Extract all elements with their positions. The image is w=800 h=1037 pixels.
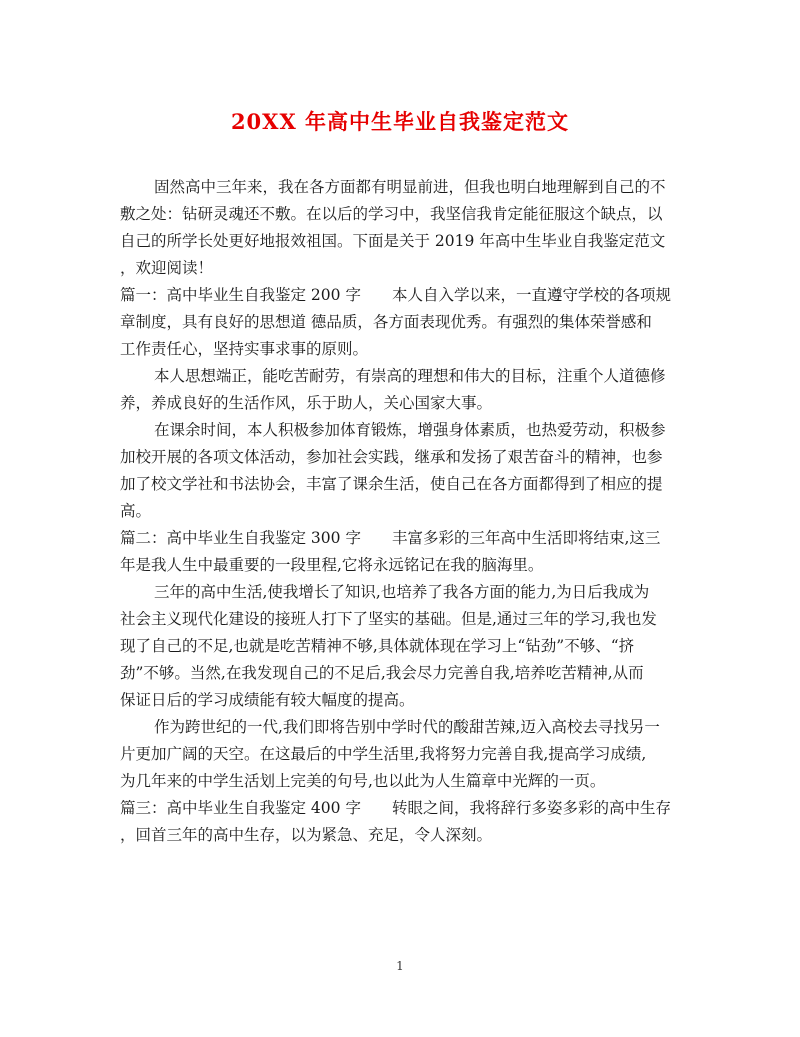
text-line: 片更加广阔的天空。在这最后的中学生活里,我将努力完善自我,提高学习成绩, bbox=[120, 745, 647, 763]
text-line: 三年的高中生活,使我增长了知识,也培养了我各方面的能力,为日后我成为 bbox=[154, 583, 650, 601]
text-line: 敷之处：钻研灵魂还不敷。在以后的学习中，我坚信我肯定能征服这个缺点，以 bbox=[120, 205, 663, 223]
text-line: 为几年来的中学生活划上完美的句号,也以此为人生篇章中光辉的一页。 bbox=[120, 772, 606, 790]
text-line: 养，养成良好的生活作风，乐于助人，关心国家大事。 bbox=[120, 394, 493, 412]
text-line: 章制度，具有良好的思想道 德品质，各方面表现优秀。有强烈的集体荣誉感和 bbox=[120, 313, 652, 331]
text-line: 年是我人生中最重要的一段里程,它将永远铭记在我的脑海里。 bbox=[120, 556, 544, 574]
text-line: 固然高中三年来，我在各方面都有明显前进，但我也明白地理解到自己的不 bbox=[154, 178, 666, 196]
text-line: 作为跨世纪的一代,我们即将告别中学时代的酸甜苦辣,迈入高校去寻找另一 bbox=[154, 718, 660, 736]
text-line: 加了校文学社和书法协会，丰富了课余生活，使自己在各方面都得到了相应的提 bbox=[120, 475, 663, 493]
text-line: ，回首三年的高中生存，以为紧急、充足，令人深刻。 bbox=[120, 826, 493, 844]
text-line: 本人思想端正，能吃苦耐劳，有崇高的理想和伟大的目标，注重个人道德修 bbox=[154, 367, 666, 385]
document-body bbox=[120, 174, 680, 849]
text-line: 工作责任心，坚持实事求事的原则。 bbox=[120, 340, 369, 358]
text-line: 高。 bbox=[120, 502, 152, 520]
section-heading-line: 篇一：高中毕业生自我鉴定 200 字 本人自入学以来，一直遵守学校的各项规 bbox=[120, 286, 671, 304]
page-number: 1 bbox=[396, 959, 404, 973]
text-line: 现了自己的不足,也就是吃苦精神不够,具体就体现在学习上“钻劲”不够、“挤 bbox=[120, 637, 635, 655]
text-line: 劲”不够。当然,在我发现自己的不足后,我会尽力完善自我,培养吃苦精神,从而 bbox=[120, 664, 644, 682]
text-line: 社会主义现代化建设的接班人打下了坚实的基础。但是,通过三年的学习,我也发 bbox=[120, 610, 657, 628]
text-line: 自己的所学长处更好地报效祖国。下面是关于 2019 年高中生毕业自我鉴定范文 bbox=[120, 232, 666, 250]
text-line: ，欢迎阅读！ bbox=[120, 259, 214, 277]
text-line: 保证日后的学习成绩能有较大幅度的提高。 bbox=[120, 691, 415, 709]
text-line: 在课余时间，本人积极参加体育锻炼，增强身体素质，也热爱劳动，积极参 bbox=[154, 421, 666, 439]
document-title: 20XX 年高中生毕业自我鉴定范文 bbox=[230, 109, 570, 134]
section-heading-line: 篇二：高中毕业生自我鉴定 300 字 丰富多彩的三年高中生活即将结束,这三 bbox=[120, 529, 661, 547]
text-line: 加校开展的各项文体活动，参加社会实践，继承和发扬了艰苦奋斗的精神，也参 bbox=[120, 448, 663, 466]
section-heading-line: 篇三：高中毕业生自我鉴定 400 字 转眼之间，我将辞行多姿多彩的高中生存 bbox=[120, 799, 671, 817]
